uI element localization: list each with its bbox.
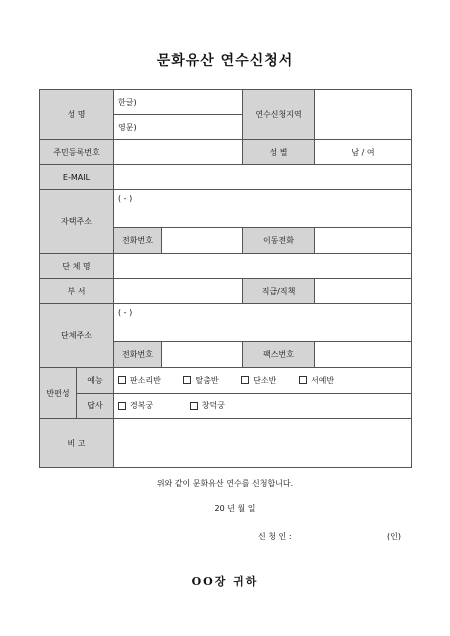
home-address-label: 자택주소 [40,190,114,254]
arts-options [114,368,412,394]
email-field[interactable] [114,165,412,190]
dept-label: 부 서 [40,279,114,304]
group-name-label: 단 체 명 [40,254,114,279]
group-address-label: 단체주소 [40,304,114,368]
dept-field[interactable] [114,279,243,304]
tour-options [114,393,412,419]
name-korean-field[interactable]: 한글) [114,90,243,115]
name-english-field[interactable]: 영문) [114,115,243,140]
fax-label: 팩스번호 [243,342,315,368]
checkbox-icon[interactable] [118,376,126,384]
checkbox-icon[interactable] [241,376,249,384]
region-label: 연수신청지역 [243,90,315,140]
mobile-field[interactable] [315,228,412,254]
position-field[interactable] [315,279,412,304]
group-address-field[interactable]: ( - ) [114,304,412,342]
name-label: 성 명 [40,90,114,140]
rrn-field[interactable] [114,140,243,165]
home-address-field[interactable]: ( - ) [114,190,412,228]
mobile-label: 이동전화 [243,228,315,254]
arts-label: 예능 [77,368,114,394]
remarks-label: 비 고 [40,419,114,468]
seal-mark: (인) [387,532,401,541]
applicant-label: 신 청 인 : [258,532,292,541]
home-phone-field[interactable] [162,228,243,254]
name-row [40,90,412,115]
rrn-row [40,140,412,165]
group-name-field[interactable] [114,254,412,279]
email-label: E-MAIL [40,165,114,190]
option-calligraphy[interactable]: 서예반 [299,375,334,386]
home-phone-label: 전화번호 [114,228,162,254]
gender-field[interactable]: 남 / 여 [315,140,412,165]
rrn-label: 주민등록번호 [40,140,114,165]
option-gyeongbokgung[interactable]: 경복궁 [118,400,153,411]
option-changdeokgung[interactable]: 창덕궁 [190,400,225,411]
addressee: OO장 귀하 [191,575,259,588]
option-pansori[interactable]: 판소리반 [118,375,161,386]
form-title: 문화유산 연수신청서 [156,53,294,69]
checkbox-icon[interactable] [190,402,198,410]
remarks-row [40,419,412,468]
class-label: 반편성 [40,368,77,419]
region-field[interactable] [315,90,412,140]
position-label: 직급/직책 [243,279,315,304]
checkbox-icon[interactable] [183,376,191,384]
group-address-row [40,304,412,342]
option-danso[interactable]: 단소반 [241,375,276,386]
fax-field[interactable] [315,342,412,368]
remarks-field[interactable] [114,419,412,468]
tour-label: 답사 [77,393,114,419]
home-address-row [40,190,412,228]
gender-label: 성 별 [243,140,315,165]
class-tour-row [40,393,412,419]
group-row [40,254,412,279]
class-arts-row [40,368,412,394]
statement-text: 위와 같이 문화유산 연수를 신청합니다. [156,479,294,488]
application-form-table [39,89,412,468]
date-line: 20 년 월 일 [214,504,256,513]
option-talchum[interactable]: 탈춤반 [183,375,218,386]
checkbox-icon[interactable] [118,402,126,410]
dept-row [40,279,412,304]
group-phone-label: 전화번호 [114,342,162,368]
group-phone-field[interactable] [162,342,243,368]
checkbox-icon[interactable] [299,376,307,384]
email-row [40,165,412,190]
